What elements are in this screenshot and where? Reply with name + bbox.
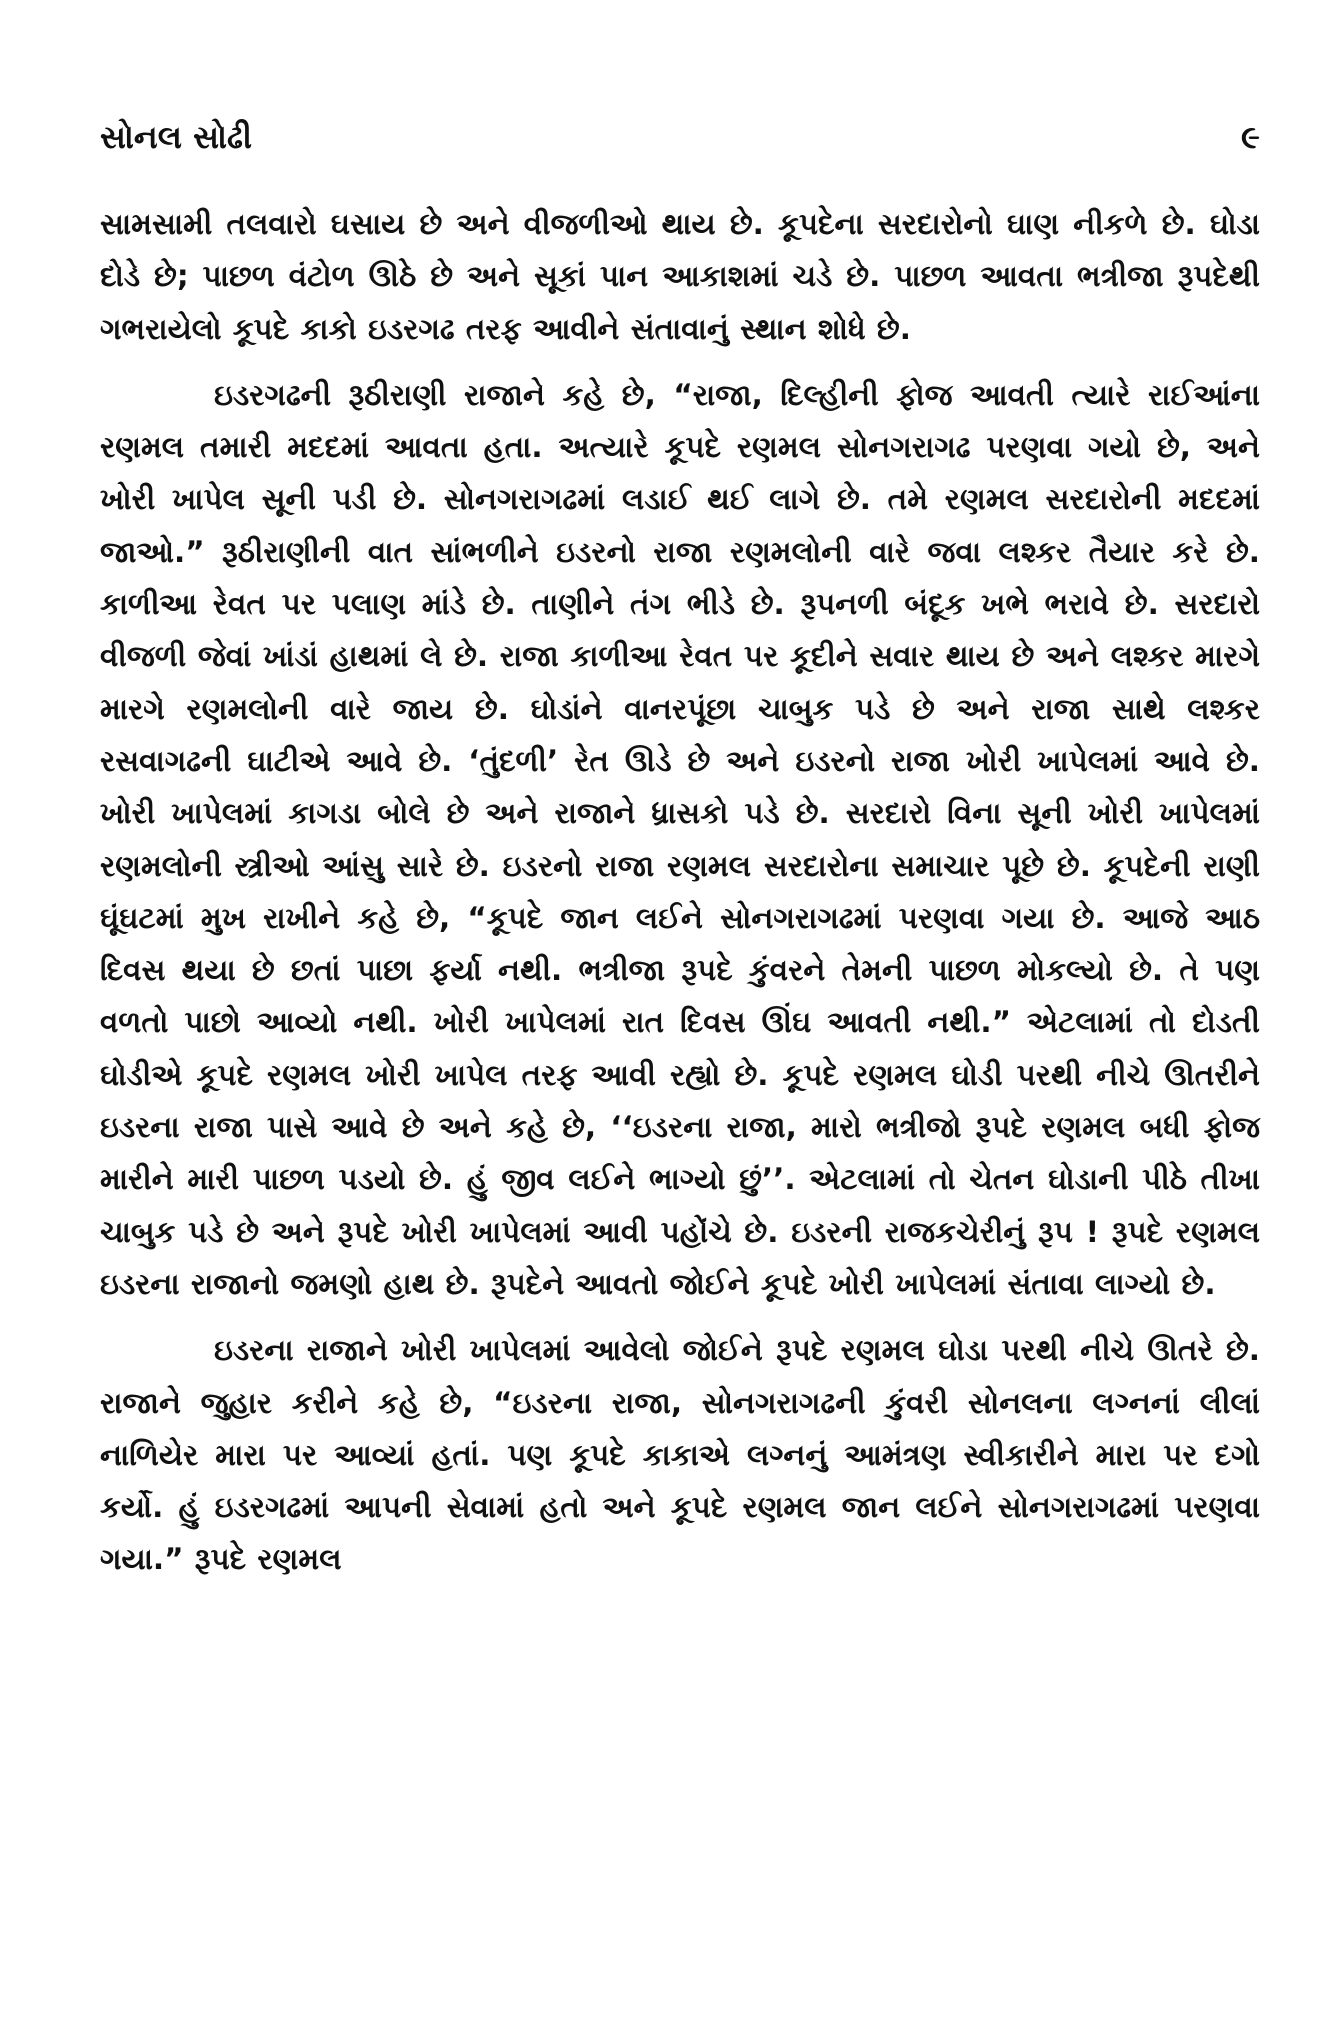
page-number: ૯ bbox=[1241, 118, 1260, 156]
running-head bbox=[100, 118, 1260, 168]
paragraph-3: ઇડરના રાજાને ખોરી ખાપેલમાં આવેલો જોઈને રૂપદે રણમલ ઘોડા પરથી નીચે ઊતરે છે. રાજાને જુહાર કરીને કહે છે, “ઇડરના રાજા, સોનગરાગઢની કુંવરી સોનલના લગ્નનાં લીલાં નાળિયેર મારા પર આવ્યાં હતાં. પણ કૂપદે કાકાએ લગ્નનું આમંત્રણ સ્વીકારીને મારા પર દગો કર્યો. હું ઇડરગઢમાં આપની સેવામાં હતો અને કૂપદે રણમલ જાન લઈને સોનગરાગઢમાં પરણવા ગયા.” રૂપદે રણમલ bbox=[100, 1333, 1260, 1577]
paragraph-1: સામસામી તલવારો ઘસાય છે અને વીજળીઓ થાય છે. કૂપદેના સરદારોનો ઘાણ નીકળે છે. ઘોડા દોડે છે; પાછળ વંટોળ ઊઠે છે અને સૂકાં પાન આકાશમાં ચડે છે. પાછળ આવતા ભત્રીજા રૂપદેથી ગભરાયેલો કૂપદે કાકો ઇડરગઢ તરફ આવીને સંતાવાનું સ્થાન શોધે છે. bbox=[100, 207, 1260, 346]
paragraph-2: ઇડરગઢની રૂઠીરાણી રાજાને કહે છે, “રાજા, દિલ્હીની ફોજ આવતી ત્યારે રાઈઆંના રણમલ તમારી મદદમાં આવતા હતા. અત્યારે કૂપદે રણમલ સોનગરાગઢ પરણવા ગયો છે, અને ખોરી ખાપેલ સૂની પડી છે. સોનગરાગઢમાં લડાઈ થઈ લાગે છે. તમે રણમલ સરદારોની મદદમાં જાઓ.” રૂઠીરાણીની વાત સાંભળીને ઇડરનો રાજા રણમલોની વારે જવા લશ્કર તૈયાર કરે છે. કાળીઆ રેવત પર પલાણ માંડે છે. તાણીને તંગ ભીડે છે. રૂપનળી બંદૂક ખભે ભરાવે છે. સરદારો વીજળી જેવાં ખાંડાં હાથમાં લે છે. રાજા કાળીઆ રેવત પર કૂદીને સવાર થાય છે અને લશ્કર મારગે મારગે રણમલોની વારે જાય છે. ઘોડાંને વાનરપૂંછા ચાબુક પડે છે અને રાજા સાથે લશ્કર રસવાગઢની ઘાટીએ આવે છે. ‘તુંદળી’ રેત ઊડે છે અને ઇડરનો રાજા ખોરી ખાપેલમાં આવે છે. ખોરી ખાપેલમાં કાગડા બોલે છે અને રાજાને ધ્રાસકો પડે છે. સરદારો વિના સૂની ખોરી ખાપેલમાં રણમલોની સ્ત્રીઓ આંસુ સારે છે. ઇડરનો રાજા રણમલ સરદારોના સમાચાર પૂછે છે. કૂપદેની રાણી ઘૂંઘટમાં મુખ રાખીને કહે છે, “કૂપદે જાન લઈને સોનગરાગઢમાં પરણવા ગયા છે. આજે આઠ દિવસ થયા છે છતાં પાછા ફર્યા નથી. ભત્રીજા રૂપદે કુંવરને તેમની પાછળ મોકલ્યો છે. તે પણ વળતો પાછો આવ્યો નથી. ખોરી ખાપેલમાં રાત દિવસ ઊંઘ આવતી નથી.” એટલામાં તો દોડતી ઘોડીએ કૂપદે રણમલ ખોરી ખાપેલ તરફ આવી રહ્યો છે. કૂપદે રણમલ ઘોડી પરથી નીચે ઊતરીને ઇડરના રાજા પાસે આવે છે અને કહે છે, ‘‘ઇડરના રાજા, મારો ભત્રીજો રૂપદે રણમલ બધી ફોજ મારીને મારી પાછળ પડયો છે. હું જીવ લઈને ભાગ્યો છું’’. એટલામાં તો ચેતન ઘોડાની પીઠે તીખા ચાબુક પડે છે અને રૂપદે ખોરી ખાપેલમાં આવી પહોંચે છે. ઇડરની રાજકચેરીનું રૂપ ! રૂપદે રણમલ ઇડરના રાજાનો જમણો હાથ છે. રૂપદેને આવતો જોઈને કૂપદે ખોરી ખાપેલમાં સંતાવા લાગ્યો છે. bbox=[100, 377, 1260, 1301]
body-text bbox=[100, 198, 1260, 1586]
running-head-title: સોનલ સોઢી bbox=[100, 118, 253, 156]
